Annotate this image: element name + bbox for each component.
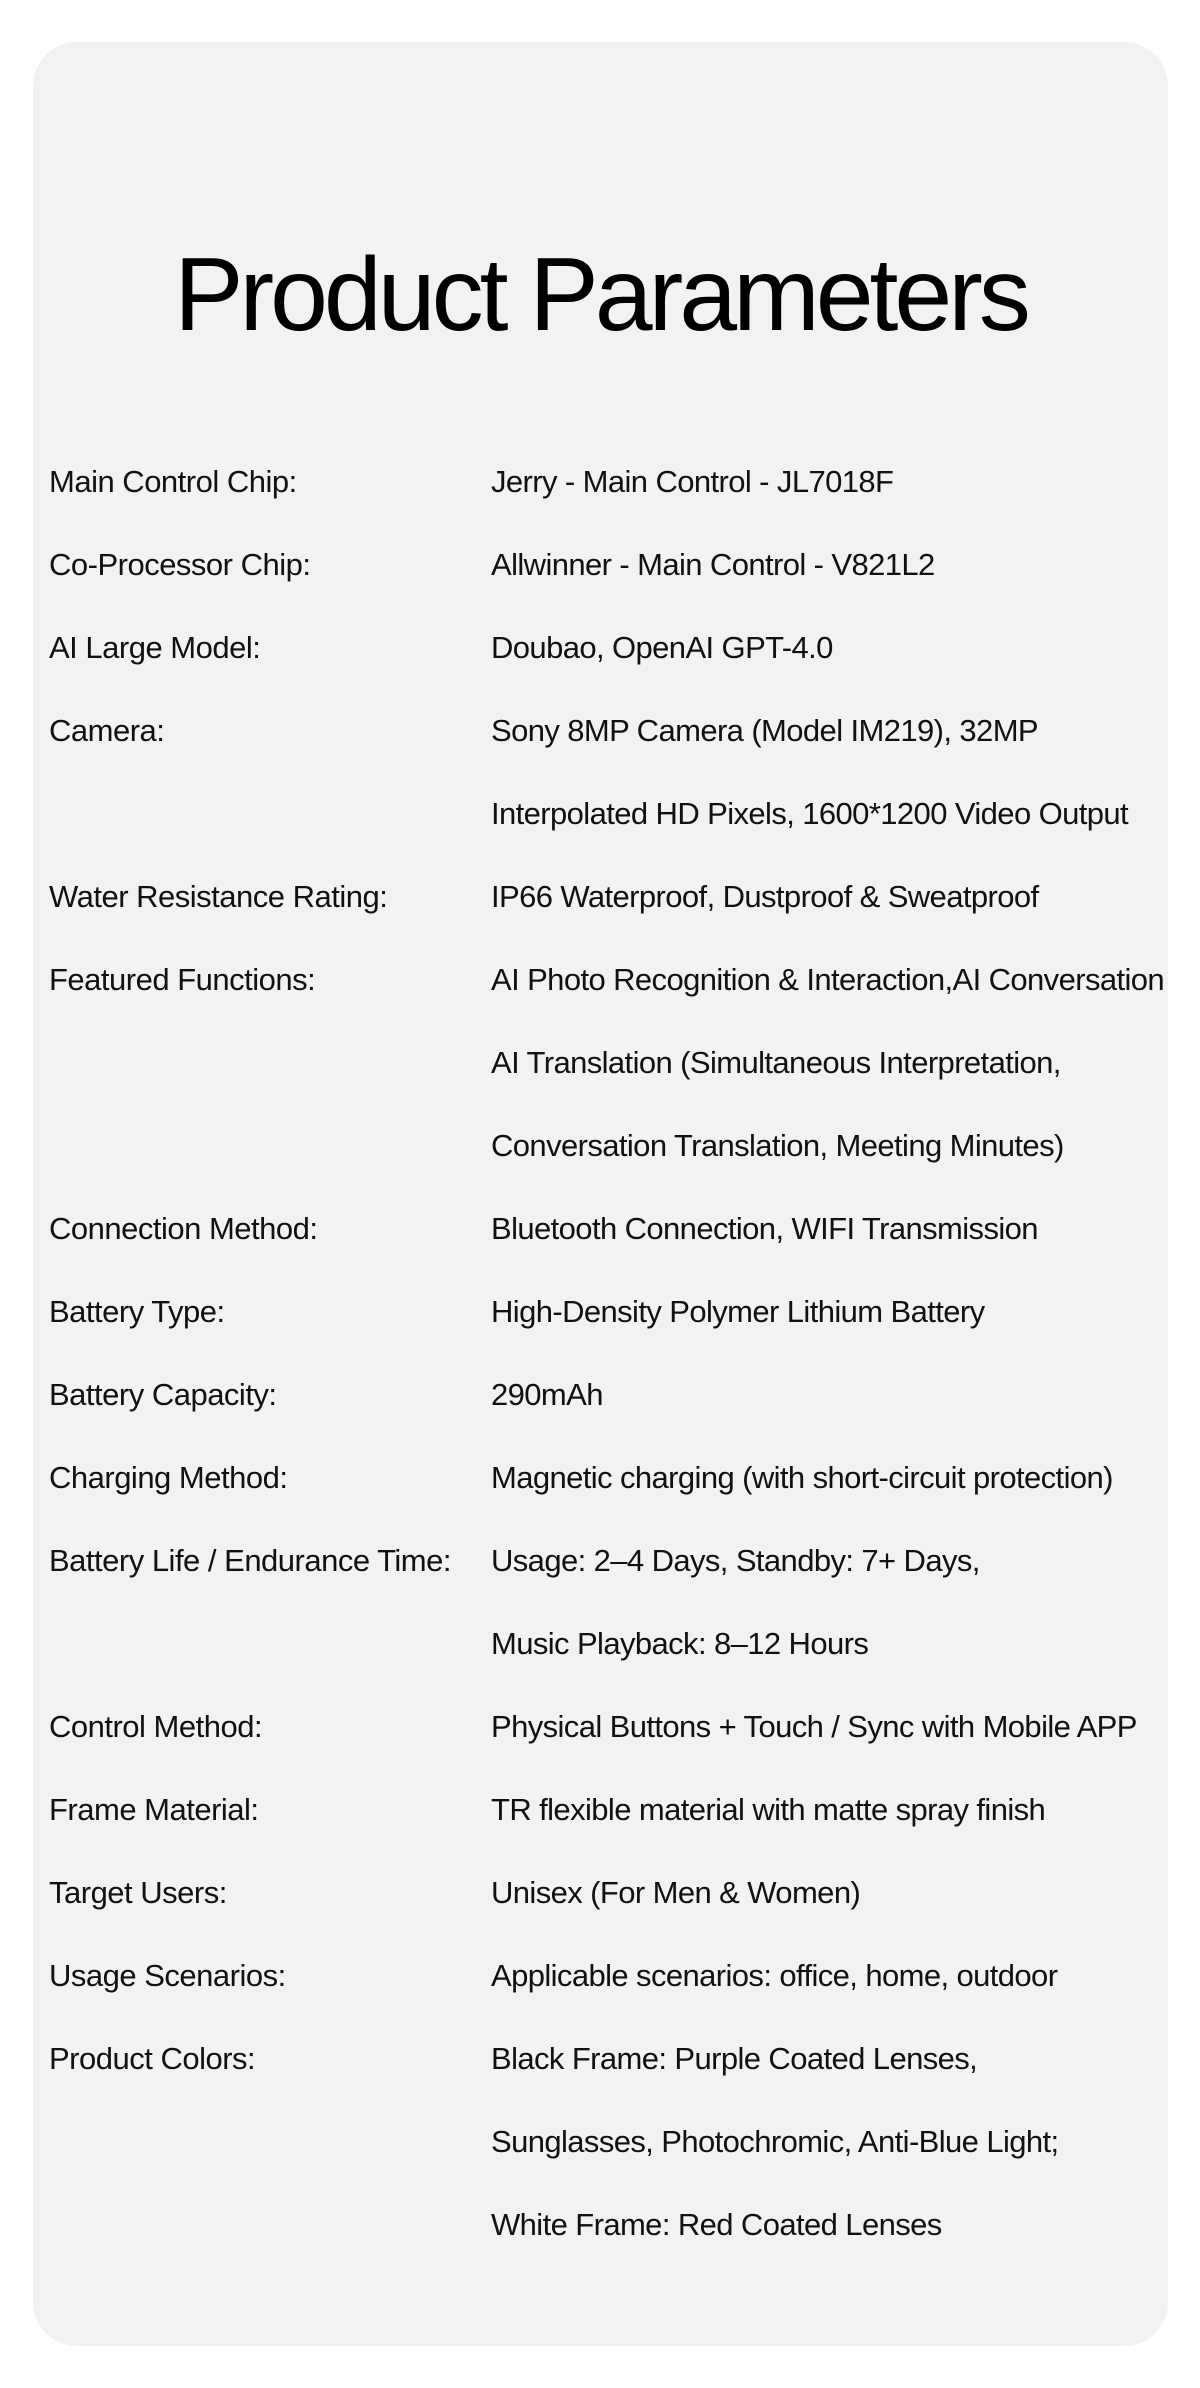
parameter-row xyxy=(49,1685,1189,1768)
parameter-row xyxy=(49,1436,1189,1519)
parameter-value-line: Sony 8MP Camera (Model IM219), 32MP xyxy=(491,713,1038,748)
parameter-value-line: Jerry - Main Control - JL7018F xyxy=(491,464,894,499)
parameter-row xyxy=(49,2017,1189,2266)
parameter-value xyxy=(491,938,1189,1187)
parameter-value-line: Conversation Translation, Meeting Minutes) xyxy=(491,1128,1064,1163)
parameter-value-line: Usage: 2–4 Days, Standby: 7+ Days, xyxy=(491,1543,980,1578)
parameter-row xyxy=(49,1187,1189,1270)
parameter-value-line: Doubao, OpenAI GPT-4.0 xyxy=(491,630,833,665)
parameter-row xyxy=(49,938,1189,1187)
parameter-value xyxy=(491,1270,1189,1353)
page-title: Product Parameters xyxy=(174,237,1027,353)
parameter-row xyxy=(49,1934,1189,2017)
parameter-value xyxy=(491,606,1189,689)
parameter-label: Charging Method: xyxy=(49,1460,288,1495)
parameter-value xyxy=(491,689,1189,855)
parameter-value-line: Black Frame: Purple Coated Lenses, xyxy=(491,2041,978,2076)
parameter-value xyxy=(491,440,1189,523)
parameter-value xyxy=(491,1353,1189,1436)
parameter-label: Usage Scenarios: xyxy=(49,1958,286,1993)
parameter-label: Camera: xyxy=(49,713,165,748)
parameter-label: AI Large Model: xyxy=(49,630,261,665)
parameter-label: Main Control Chip: xyxy=(49,464,297,499)
parameter-value xyxy=(491,855,1189,938)
parameter-label: Target Users: xyxy=(49,1875,227,1910)
parameter-label: Water Resistance Rating: xyxy=(49,879,388,914)
parameter-row xyxy=(49,440,1189,523)
parameter-value-line: High-Density Polymer Lithium Battery xyxy=(491,1294,985,1329)
parameter-value xyxy=(491,1187,1189,1270)
parameter-value-line: Allwinner - Main Control - V821L2 xyxy=(491,547,935,582)
parameter-label: Battery Capacity: xyxy=(49,1377,277,1412)
parameter-value xyxy=(491,1851,1189,1934)
parameter-row xyxy=(49,523,1189,606)
parameter-row xyxy=(49,1851,1189,1934)
parameter-value-line: Physical Buttons + Touch / Sync with Mobile APP xyxy=(491,1709,1137,1744)
parameter-label: Battery Life / Endurance Time: xyxy=(49,1543,451,1578)
parameter-label: Battery Type: xyxy=(49,1294,225,1329)
parameter-value xyxy=(491,523,1189,606)
parameter-value-line: Applicable scenarios: office, home, outdoor xyxy=(491,1958,1058,1993)
parameter-label: Connection Method: xyxy=(49,1211,318,1246)
parameter-value-line: Unisex (For Men & Women) xyxy=(491,1875,861,1910)
parameter-value-line: AI Translation (Simultaneous Interpretation, xyxy=(491,1045,1061,1080)
parameter-label: Featured Functions: xyxy=(49,962,316,997)
parameter-value xyxy=(491,2017,1189,2266)
parameter-value xyxy=(491,1934,1189,2017)
parameter-value-line: AI Photo Recognition & Interaction,AI Conversation xyxy=(491,962,1165,997)
parameter-label: Co-Processor Chip: xyxy=(49,547,311,582)
parameter-row xyxy=(49,855,1189,938)
parameter-value xyxy=(491,1768,1189,1851)
parameter-value-line: Magnetic charging (with short-circuit protection) xyxy=(491,1460,1113,1495)
parameter-row xyxy=(49,1768,1189,1851)
parameter-value-line: IP66 Waterproof, Dustproof & Sweatproof xyxy=(491,879,1039,914)
parameter-value-line: Interpolated HD Pixels, 1600*1200 Video Output xyxy=(491,796,1129,831)
parameter-row xyxy=(49,1270,1189,1353)
parameters-card xyxy=(33,42,1168,2346)
parameter-value-line: White Frame: Red Coated Lenses xyxy=(491,2207,942,2242)
parameter-label: Product Colors: xyxy=(49,2041,256,2076)
parameter-value-line: TR flexible material with matte spray finish xyxy=(491,1792,1046,1827)
parameter-value-line: Bluetooth Connection, WIFI Transmission xyxy=(491,1211,1038,1246)
parameter-row xyxy=(49,1519,1189,1685)
parameters-list xyxy=(49,440,1189,2266)
parameter-value xyxy=(491,1685,1189,1768)
parameter-value-line: Music Playback: 8–12 Hours xyxy=(491,1626,869,1661)
parameter-label: Control Method: xyxy=(49,1709,263,1744)
parameter-value xyxy=(491,1436,1189,1519)
parameter-value-line: 290mAh xyxy=(491,1377,603,1412)
parameter-row xyxy=(49,606,1189,689)
parameter-value xyxy=(491,1519,1189,1685)
parameter-label: Frame Material: xyxy=(49,1792,259,1827)
parameter-value-line: Sunglasses, Photochromic, Anti-Blue Light; xyxy=(491,2124,1059,2159)
parameter-row xyxy=(49,689,1189,855)
parameter-row xyxy=(49,1353,1189,1436)
